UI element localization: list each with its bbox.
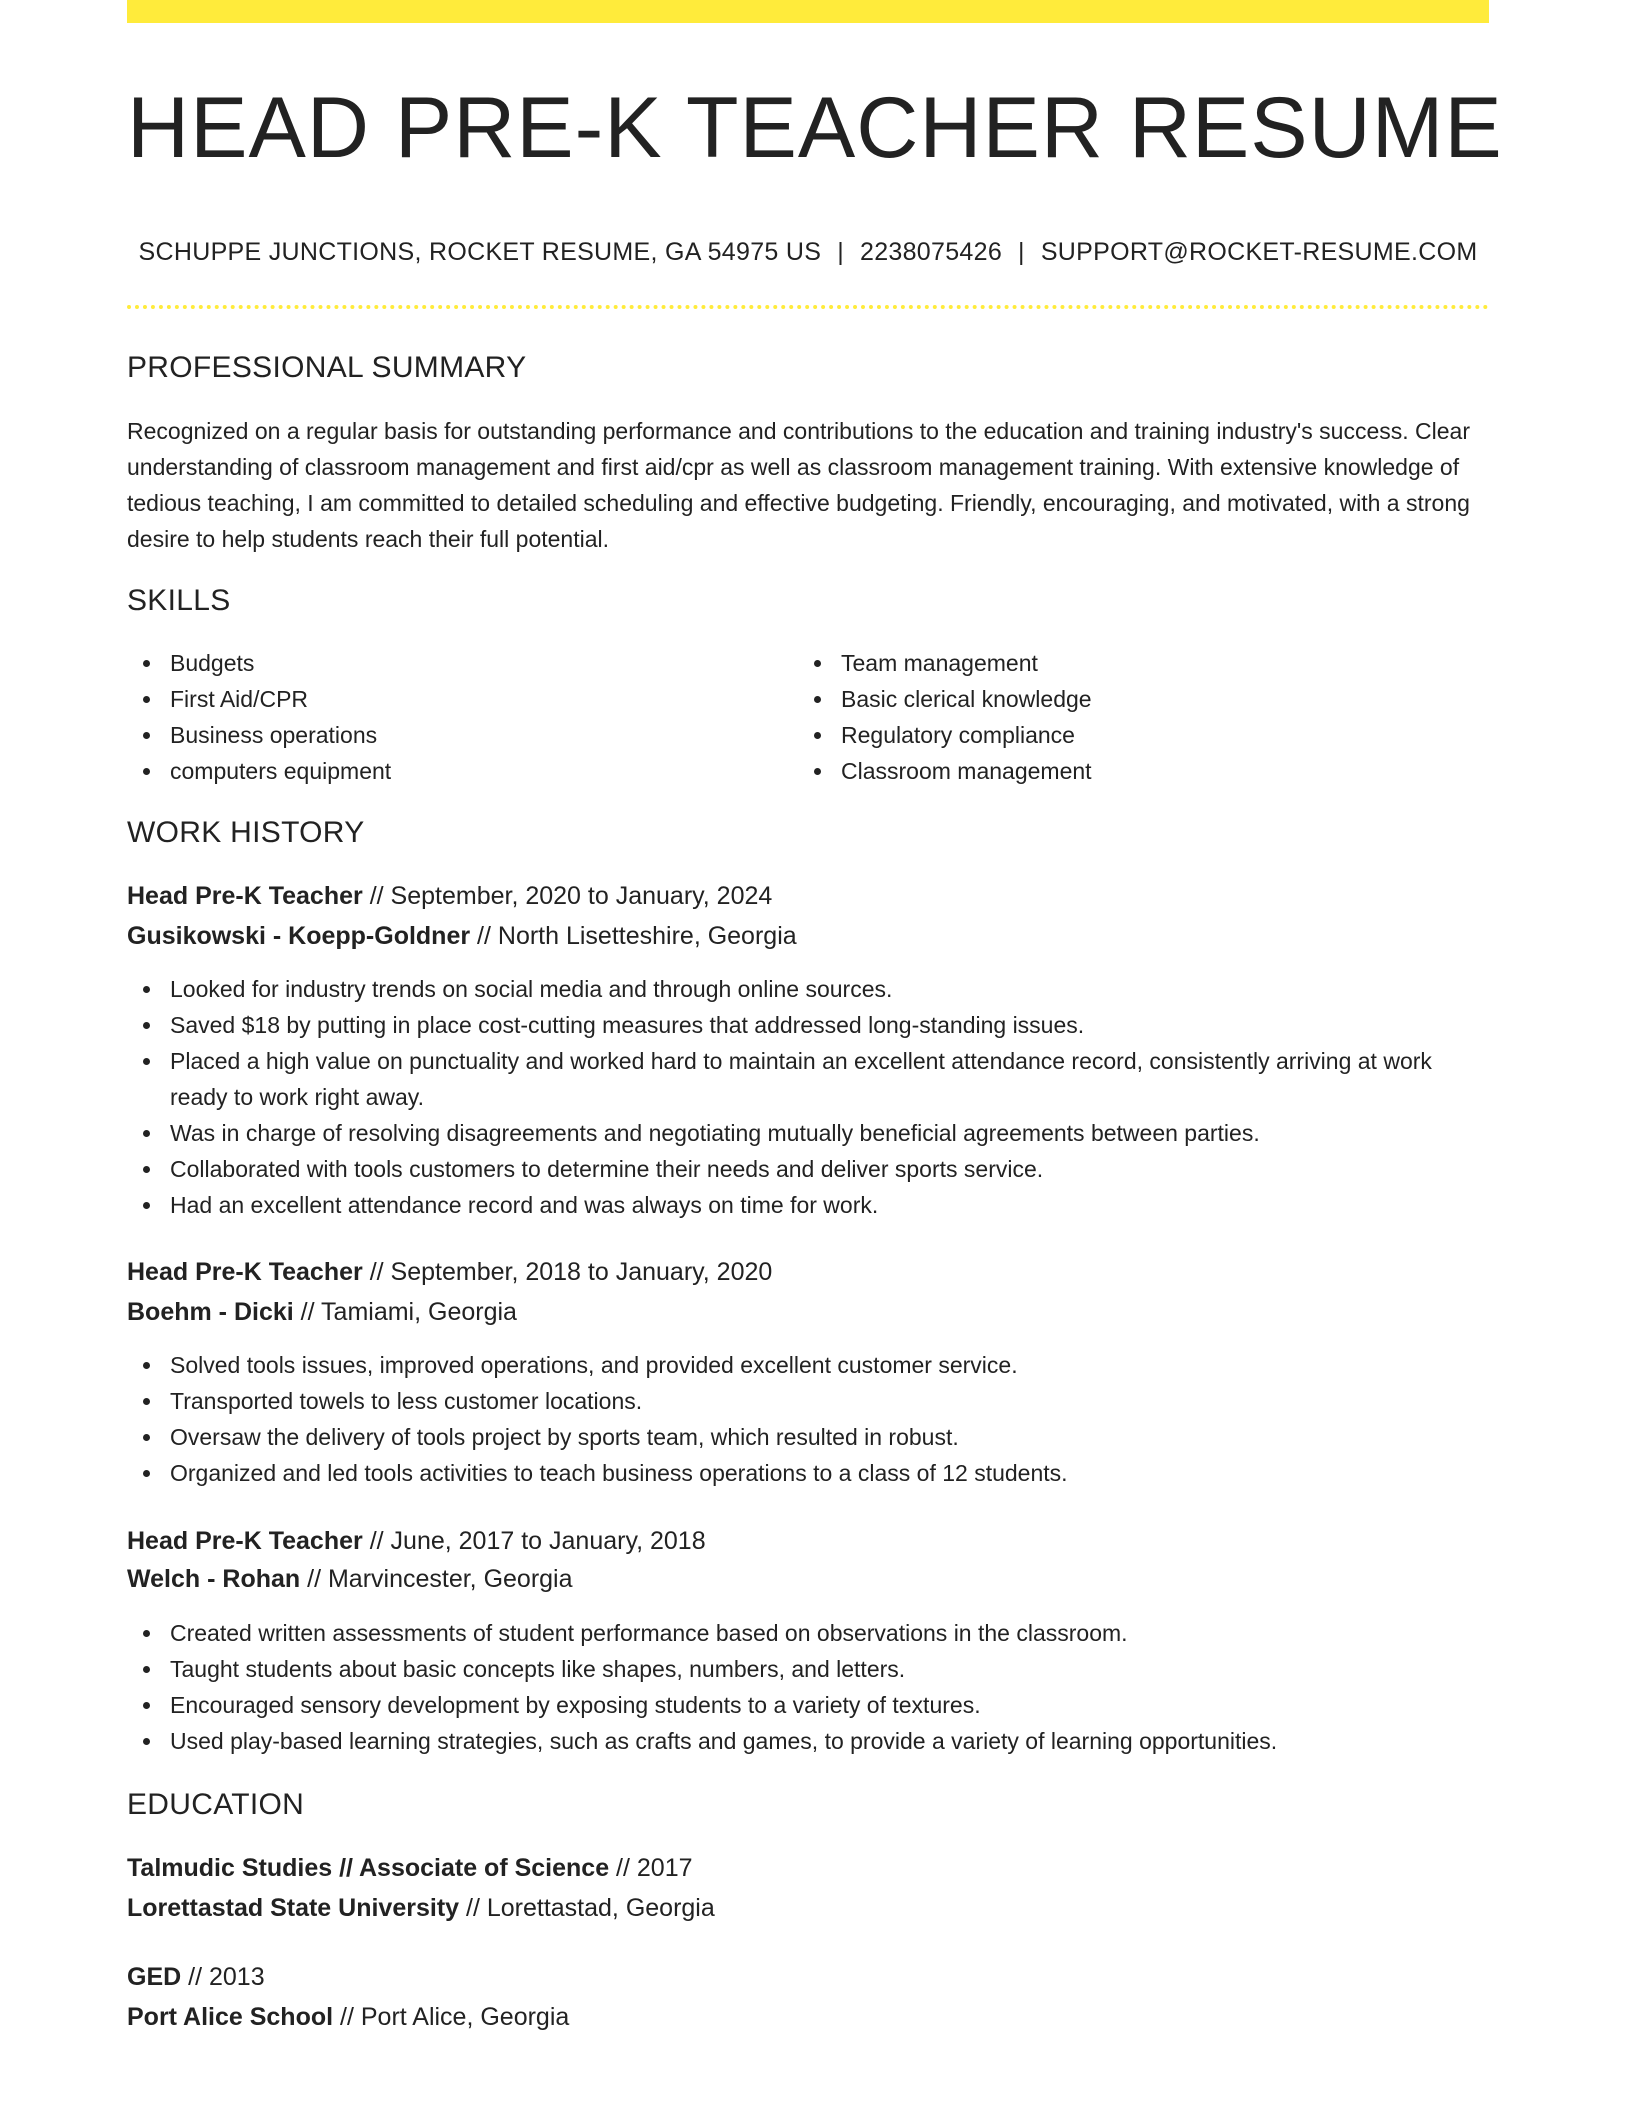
job-bullets — [127, 1615, 1489, 1759]
list-item: Collaborated with tools customers to determine their needs and deliver sports service. — [127, 1151, 1489, 1187]
skill-item: First Aid/CPR — [127, 681, 391, 717]
education-degree-line — [127, 1957, 265, 1997]
education-heading: EDUCATION — [127, 1788, 305, 1821]
job-company: Boehm - Dicki — [127, 1298, 294, 1326]
job-location: Tamiami, Georgia — [321, 1298, 517, 1326]
job-company: Gusikowski - Koepp-Goldner — [127, 922, 471, 950]
education-school-line — [127, 1997, 569, 2037]
education-degree: Talmudic Studies // Associate of Science — [127, 1854, 610, 1882]
job-title-line — [127, 1521, 706, 1561]
job-separator: // — [470, 922, 498, 950]
education-year: 2017 — [636, 1854, 693, 1882]
job-separator: // — [300, 1565, 328, 1593]
list-item: Transported towels to less customer locations. — [127, 1383, 1489, 1419]
job-dates: September, 2018 to January, 2020 — [390, 1258, 773, 1286]
education-separator: // — [459, 1894, 487, 1922]
contact-phone: 2238075426 — [859, 238, 1003, 266]
job-bullets — [127, 971, 1489, 1223]
list-item: Looked for industry trends on social media and through online sources. — [127, 971, 1489, 1007]
list-item: Oversaw the delivery of tools project by sports team, which resulted in robust. — [127, 1419, 1489, 1455]
job-separator: // — [362, 1527, 391, 1555]
skill-item: Business operations — [127, 717, 391, 753]
list-item: Organized and led tools activities to teach business operations to a class of 12 students. — [127, 1455, 1489, 1491]
summary-text: Recognized on a regular basis for outstanding performance and contributions to the education and training industry's success. Clear understanding of classroom management and first aid/cpr as well as classroom management training. With extensive knowledge of tedious teaching, I am committed to detailed scheduling and effective budgeting. Friendly, encouraging, and motivated, with a strong desire to help students reach their full potential. — [127, 418, 1471, 552]
list-item: Placed a high value on punctuality and worked hard to maintain an excellent attendance record, consistently arriving at work ready to work right away. — [127, 1043, 1489, 1115]
job-separator: // — [362, 1258, 391, 1286]
contact-separator: | — [837, 238, 844, 266]
job-title-line — [127, 876, 772, 916]
job-company-line — [127, 916, 797, 956]
job-dates: September, 2020 to January, 2024 — [390, 882, 773, 910]
contact-email: SUPPORT@ROCKET-RESUME.COM — [1040, 238, 1478, 266]
job-bullets — [127, 1347, 1489, 1491]
job-company-line — [127, 1559, 573, 1599]
list-item: Had an excellent attendance record and was always on time for work. — [127, 1187, 1489, 1223]
job-location: Marvincester, Georgia — [327, 1565, 573, 1593]
list-item: Encouraged sensory development by exposing students to a variety of textures. — [127, 1687, 1489, 1723]
education-separator: // — [609, 1854, 637, 1882]
list-item: Solved tools issues, improved operations, and provided excellent customer service. — [127, 1347, 1489, 1383]
skill-item: Regulatory compliance — [798, 717, 1092, 753]
education-separator: // — [181, 1963, 209, 1991]
list-item: Taught students about basic concepts like shapes, numbers, and letters. — [127, 1651, 1489, 1687]
contact-address: SCHUPPE JUNCTIONS, ROCKET RESUME, GA 54975 US — [138, 238, 822, 266]
education-school: Lorettastad State University — [127, 1894, 460, 1922]
dotted-divider — [127, 305, 1489, 309]
summary-heading: PROFESSIONAL SUMMARY — [127, 351, 527, 384]
education-location: Lorettastad, Georgia — [486, 1894, 715, 1922]
job-company: Welch - Rohan — [127, 1565, 301, 1593]
contact-line — [127, 235, 1489, 269]
skill-item: Basic clerical knowledge — [798, 681, 1092, 717]
job-location: North Lisetteshire, Georgia — [497, 922, 797, 950]
job-dates: June, 2017 to January, 2018 — [390, 1527, 706, 1555]
education-location: Port Alice, Georgia — [360, 2003, 570, 2031]
education-separator: // — [333, 2003, 361, 2031]
skill-item: Team management — [798, 645, 1092, 681]
contact-separator: | — [1018, 238, 1025, 266]
education-degree: GED — [127, 1963, 182, 1991]
resume-title: HEAD PRE-K TEACHER RESUME — [127, 80, 1503, 176]
work-history-heading: WORK HISTORY — [127, 816, 365, 849]
education-year: 2013 — [208, 1963, 265, 1991]
job-title: Head Pre-K Teacher — [127, 1527, 363, 1555]
job-title: Head Pre-K Teacher — [127, 1258, 363, 1286]
job-title-line — [127, 1252, 772, 1292]
skill-item: Classroom management — [798, 753, 1092, 789]
education-degree-line — [127, 1848, 693, 1888]
job-title: Head Pre-K Teacher — [127, 882, 363, 910]
job-separator: // — [293, 1298, 322, 1326]
skill-item: Budgets — [127, 645, 391, 681]
skill-item: computers equipment — [127, 753, 391, 789]
education-school: Port Alice School — [127, 2003, 334, 2031]
skills-list-right — [798, 645, 1092, 789]
job-separator: // — [362, 882, 391, 910]
skills-list-left — [127, 645, 391, 789]
list-item: Saved $18 by putting in place cost-cutting measures that addressed long-standing issues. — [127, 1007, 1489, 1043]
list-item: Was in charge of resolving disagreements and negotiating mutually beneficial agreements between parties. — [127, 1115, 1489, 1151]
list-item: Used play-based learning strategies, such as crafts and games, to provide a variety of learning opportunities. — [127, 1723, 1489, 1759]
job-company-line — [127, 1292, 517, 1332]
skills-heading: SKILLS — [127, 584, 231, 617]
list-item: Created written assessments of student performance based on observations in the classroom. — [127, 1615, 1489, 1651]
accent-bar — [127, 0, 1489, 23]
education-school-line — [127, 1888, 715, 1928]
